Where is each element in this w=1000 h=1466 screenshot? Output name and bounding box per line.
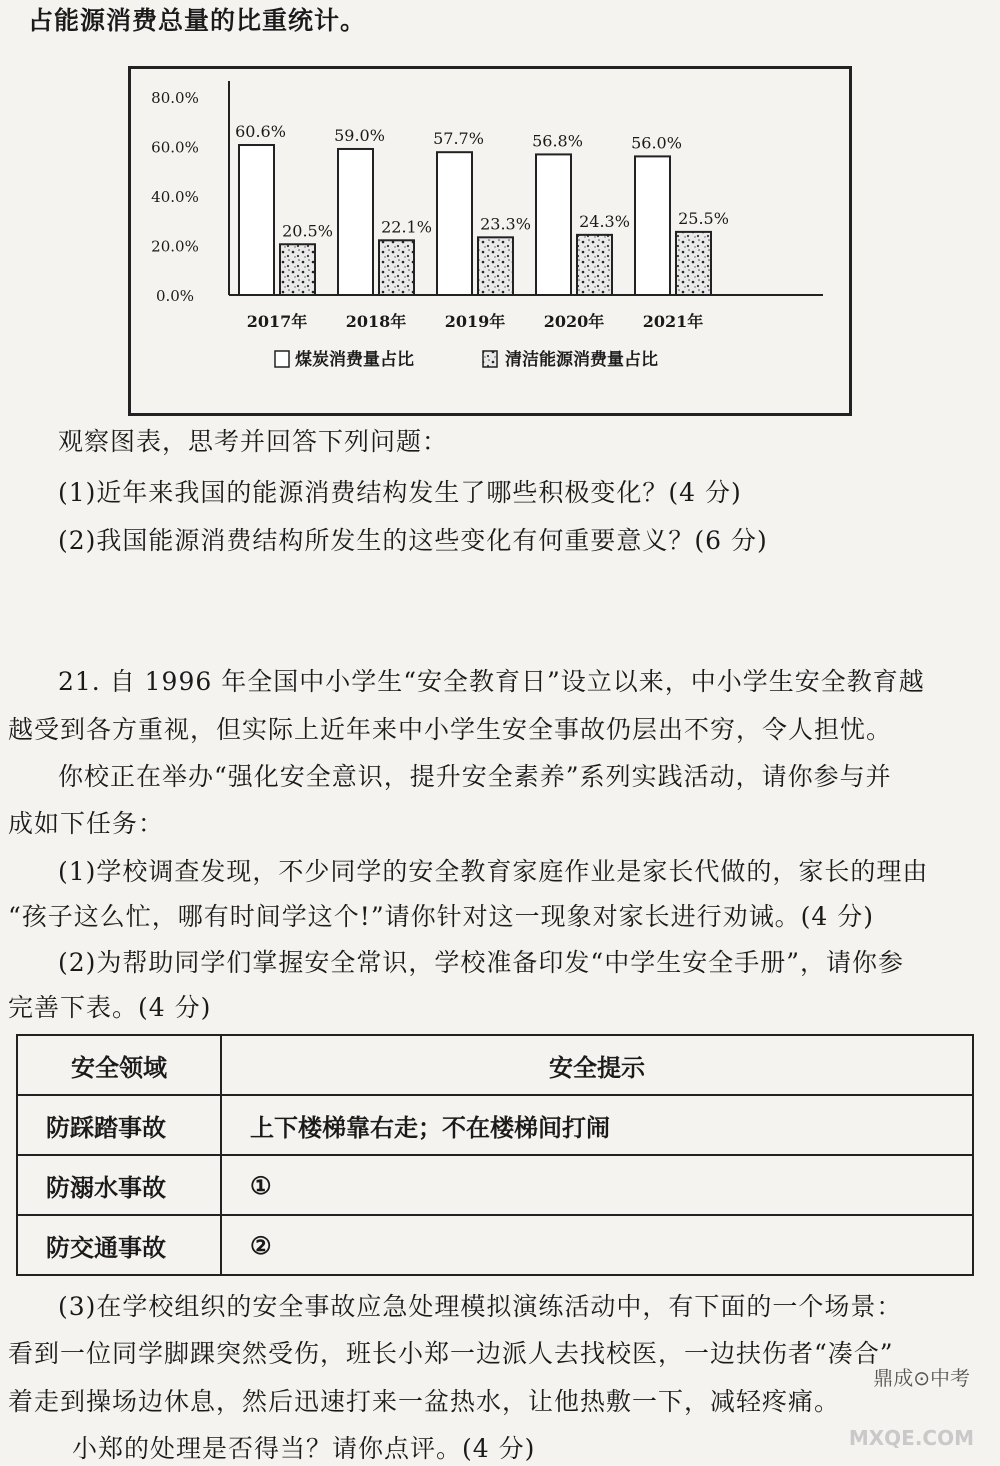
coal-bar [437,152,472,295]
task-2-line-2: 完善下表。(4 分) [8,993,212,1022]
header-tip: 安全提示 [221,1035,973,1095]
energy-bar-chart [131,69,849,413]
clean-energy-bar [676,232,711,295]
row-area: 防溺水事故 [17,1155,221,1215]
legend-label-clean: 清洁能源消费量占比 [505,350,658,370]
clean-energy-bar [379,240,414,295]
question-1: (1)近年来我国的能源消费结构发生了哪些积极变化？(4 分) [58,478,742,507]
task-1-line-2: “孩子这么忙，哪有时间学这个!”请你针对这一现象对家长进行劝诫。(4 分) [8,902,874,931]
x-tick-label: 2018年 [345,312,407,331]
data-label: 60.6% [235,122,286,142]
row-tip: ② [221,1215,973,1275]
table-header-row [17,1035,973,1095]
data-label: 57.7% [433,129,484,149]
question-2: (2)我国能源消费结构所发生的这些变化有何重要意义？(6 分) [58,526,768,555]
task-3-line-3: 着走到操场边休息，然后迅速打来一盆热水，让他热敷一下，减轻疼痛。 [8,1387,841,1416]
legend-swatch-coal [275,351,289,367]
top-line: 占能源消费总量的比重统计。 [28,6,367,35]
clean-energy-bar [577,235,612,295]
data-label: 56.8% [532,131,583,151]
coal-bar [635,156,670,295]
legend-swatch-clean [483,351,497,367]
header-area: 安全领域 [17,1035,221,1095]
data-label: 20.5% [282,221,333,241]
clean-energy-bar [478,237,513,295]
clean-energy-bar [280,244,315,295]
data-label: 22.1% [381,217,432,237]
safety-tips-table [16,1034,974,1276]
y-tick-label: 0.0% [155,287,195,305]
data-label: 23.3% [480,214,531,234]
table-row [17,1155,973,1215]
task-2-line-1: (2)为帮助同学们掌握安全常识，学校准备印发“中学生安全手册”，请你参 [58,948,904,977]
coal-bar [239,145,274,295]
row-tip: 上下楼梯靠右走；不在楼梯间打闹 [221,1095,973,1155]
row-tip: ① [221,1155,973,1215]
q21-line-2: 越受到各方重视，但实际上近年来中小学生安全事故仍层出不穷，令人担忧。 [8,715,893,744]
coal-bar [338,149,373,295]
x-tick-label: 2021年 [642,312,704,331]
row-area: 防交通事故 [17,1215,221,1275]
y-tick-label: 40.0% [151,188,199,206]
x-tick-label: 2020年 [543,312,605,331]
row-area: 防踩踏事故 [17,1095,221,1155]
brand-watermark: 鼎成⊙中考 [873,1366,970,1390]
table-row [17,1095,973,1155]
y-tick-label: 20.0% [151,237,199,256]
data-label: 25.5% [678,208,729,228]
y-tick-label: 80.0% [151,89,199,107]
legend-label-coal: 煤炭消费量占比 [295,350,414,370]
data-label: 56.0% [631,133,682,153]
q21-line-4: 成如下任务： [8,809,165,838]
coal-bar [536,154,571,295]
data-label: 59.0% [334,125,385,145]
q21-line-3: 你校正在举办“强化安全意识，提升安全素养”系列实践活动，请你参与并 [58,762,892,791]
task-3-line-4: 小郑的处理是否得当？请你点评。(4 分) [72,1434,536,1463]
task-3-line-1: (3)在学校组织的安全事故应急处理模拟演练活动中，有下面的一个场景： [58,1292,903,1321]
data-label: 24.3% [579,211,630,231]
task-3-line-2: 看到一位同学脚踝突然受伤，班长小郑一边派人去找校医，一边扶伤者“凑合” [8,1339,894,1368]
q21-line-1: 21. 自 1996 年全国中小学生“安全教育日”设立以来，中小学生安全教育越 [58,667,925,696]
x-tick-label: 2019年 [444,312,506,331]
x-tick-label: 2017年 [246,312,308,331]
table-row [17,1215,973,1275]
site-watermark: MXQE.COM [848,1426,974,1450]
y-tick-label: 60.0% [151,138,199,157]
question-intro: 观察图表，思考并回答下列问题： [58,427,449,456]
task-1-line-1: (1)学校调查发现，不少同学的安全教育家庭作业是家长代做的，家长的理由 [58,857,929,886]
chart-frame [128,66,852,416]
